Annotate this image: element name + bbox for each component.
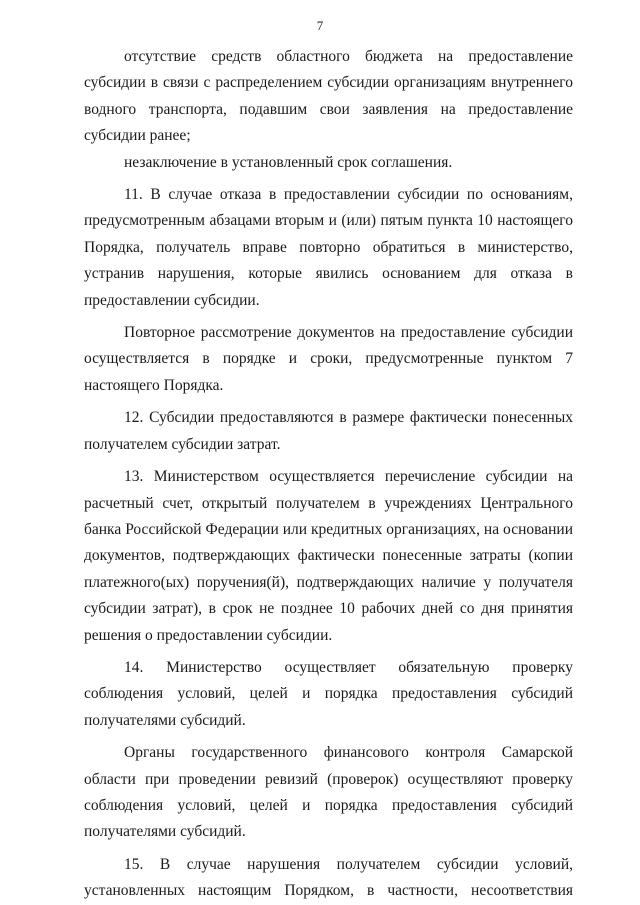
paragraph-repeat-review: Повторное рассмотрение документов на предоставление субсидии осуществляется в порядке и сроки, предусмотренные пунктом 7 настоящего Порядка. <box>84 324 573 394</box>
document-body <box>84 44 573 905</box>
page-number: 7 <box>316 18 324 33</box>
paragraph-financial-control: Органы государственного финансового контроля Самарской области при проведении ревизий (проверок) осуществляют проверку соблюдения условий, целей и порядка предоставления субсидий получателями субсидий. <box>84 744 573 841</box>
paragraph-item-14: 14. Министерство осуществляет обязательную проверку соблюдения условий, целей и порядка предоставления субсидий получателями субсидий. <box>84 658 573 729</box>
paragraph-no-agreement: незаключение в установленный срок соглашения. <box>124 153 453 171</box>
paragraph-funds-absence: отсутствие средств областного бюджета на предоставление субсидии в связи с распределением субсидии организациям внутреннего водного транспорта, подавшим свои заявления на предоставление субсидии ранее; <box>84 48 573 145</box>
paragraph-item-13: 13. Министерством осуществляется перечисление субсидии на расчетный счет, открытый получателем в учреждениях Центрального банка Российской Федерации или кредитных организациях, на основании документов, подтверждающих фактически понесенные затраты (копии платежного(ых) поручения(й), подтверждающих наличие у получателя субсидии затрат), в срок не позднее 10 рабочих дней со дня принятия решения о предоставлении субсидии. <box>84 468 573 644</box>
paragraph-item-15: 15. В случае нарушения получателем субсидии условий, установленных настоящим Порядком, в частности, несоответствия <box>84 855 573 900</box>
paragraph-item-11: 11. В случае отказа в предоставлении субсидии по основаниям, предусмотренным абзацами вторым и (или) пятым пункта 10 настоящего Порядка, получатель вправе повторно обратиться в министерство, устранив нарушения, которые явились основанием для отказа в предоставлении субсидии. <box>84 186 573 309</box>
paragraph-item-12: 12. Субсидии предоставляются в размере фактически понесенных получателем субсидии затрат. <box>84 409 573 453</box>
